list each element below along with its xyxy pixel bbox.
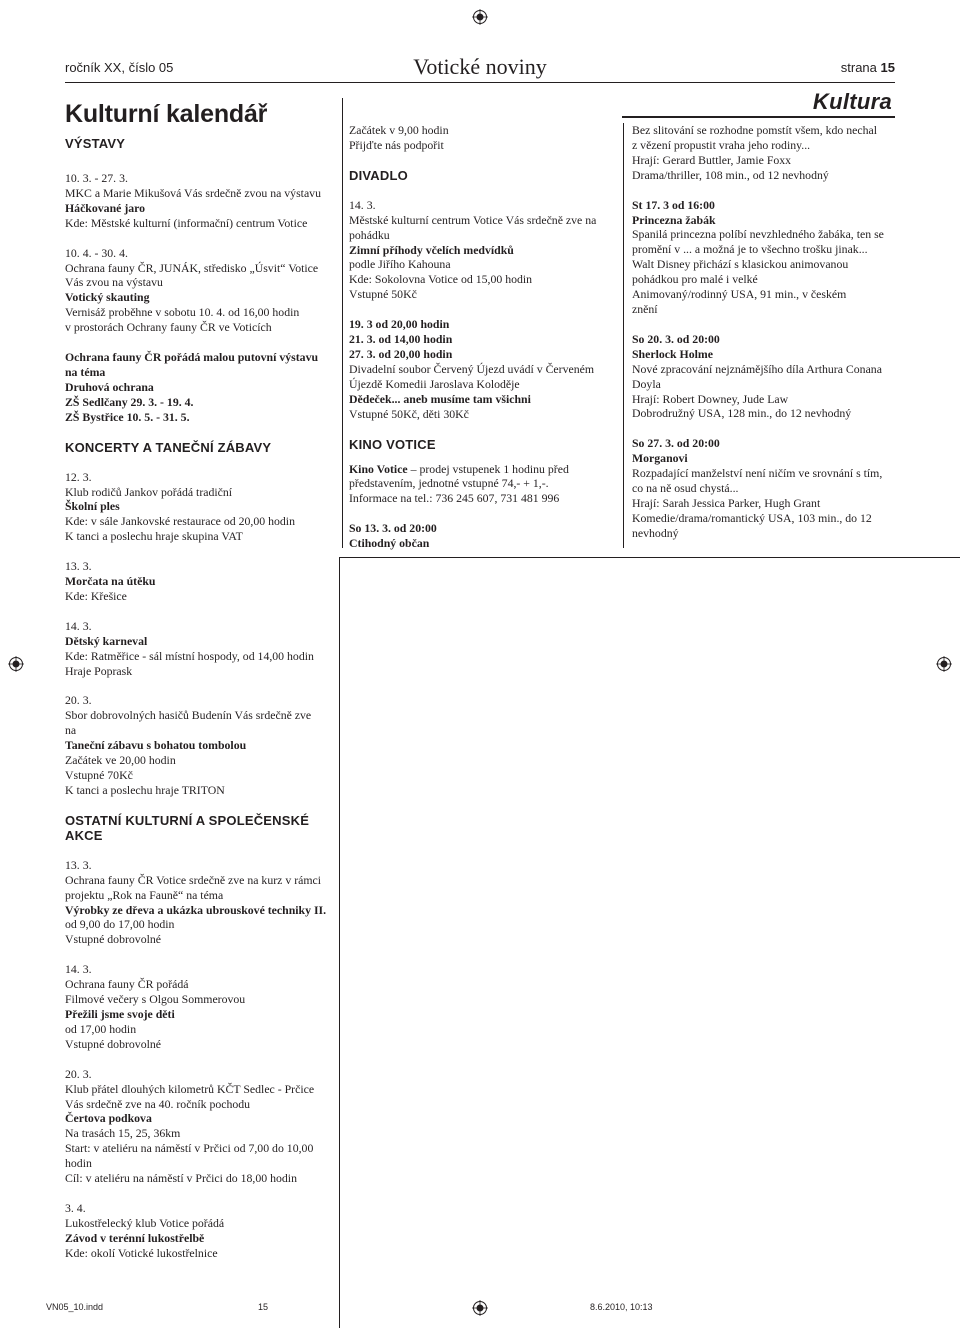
spacer xyxy=(65,604,337,619)
event-title: Druhová ochrana xyxy=(65,379,154,394)
text-line: projektu „Rok na Fauně“ na téma xyxy=(65,887,224,902)
event-title: Princezna žabák xyxy=(632,212,716,227)
text-line: Vstupné dobrovolné xyxy=(65,1036,161,1051)
text-line: Nové zpracování nejznámějšího díla Arthura Conana xyxy=(632,361,882,376)
issue-number: ročník XX, číslo 05 xyxy=(65,60,174,75)
column-middle xyxy=(349,123,617,551)
text-line: Přijďte nás podpořit xyxy=(349,137,444,152)
text-line: Újezdě Komedii Jaroslava Koloděje xyxy=(349,376,520,391)
section-heading: VÝSTAVY xyxy=(65,136,126,151)
text-line: Vás zvou na výstavu xyxy=(65,275,163,290)
text-line: co na ně osud chystá... xyxy=(632,481,739,496)
event-title: Votický skauting xyxy=(65,290,150,305)
text-line: Rozpadající manželství není ničím ve srovnání s tím, xyxy=(632,466,883,481)
event-title: 27. 3. od 20,00 hodin xyxy=(349,346,453,361)
text-line: z vězení propustit vraha jeho rodiny... xyxy=(632,137,811,152)
text-line: Dobrodružný USA, 128 min., do 12 nevhodný xyxy=(632,406,852,421)
spacer xyxy=(65,1052,337,1067)
text-line: Kde: Městské kulturní (informační) centrum Votice xyxy=(65,215,308,230)
section-heading: OSTATNÍ KULTURNÍ A SPOLEČENSKÉ xyxy=(65,812,310,828)
text-line: promění v ... a možná je to všechno trošku jinak... xyxy=(632,242,868,257)
event-title: Dědeček... aneb musíme tam všichni xyxy=(349,391,531,406)
event-title: Závod v terénní lukostřelbě xyxy=(65,1230,205,1245)
spacer xyxy=(65,843,337,858)
text-line: Klub rodičů Jankov pořádá tradiční xyxy=(65,484,233,499)
registration-mark-icon xyxy=(936,656,952,672)
text-line: K tanci a poslechu hraje TRITON xyxy=(65,782,225,797)
text-line: 20. 3. xyxy=(65,693,92,708)
spacer xyxy=(349,302,617,317)
spacer xyxy=(349,422,617,437)
column-right xyxy=(632,123,895,541)
spacer xyxy=(65,425,337,440)
text-line: 10. 3. - 27. 3. xyxy=(65,171,128,185)
page-number-value: 15 xyxy=(880,60,895,75)
text-line: Ochrana fauny ČR Votice srdečně zve na kurz v rámci xyxy=(65,872,322,887)
spacer xyxy=(349,506,617,521)
page-title: Kulturní kalendář xyxy=(65,100,268,128)
footer-page: 15 xyxy=(258,1302,269,1312)
text-line: K tanci a poslechu hraje skupina VAT xyxy=(65,529,243,544)
footer-datetime: 8.6.2010, 10:13 xyxy=(590,1302,653,1312)
column-divider xyxy=(342,98,343,548)
text-line: nevhodný xyxy=(632,525,679,540)
text-line: 14. 3. xyxy=(349,197,376,212)
text-line: od 9,00 do 17,00 hodin xyxy=(65,917,175,932)
spacer xyxy=(632,183,895,198)
text-line: Ochrana fauny ČR pořádá xyxy=(65,977,189,992)
text-line: Ochrana fauny ČR, JUNÁK, středisko „Úsvit“ Votice xyxy=(65,260,319,275)
text-line: Drama/thriller, 108 min., od 12 nevhodný xyxy=(632,167,829,182)
event-title: Školní ples xyxy=(65,499,120,514)
page-label: strana xyxy=(840,60,877,75)
text-line: znění xyxy=(632,301,658,316)
event-title: Morčata na útěku xyxy=(65,574,156,589)
bold-lead: Kino Votice xyxy=(349,461,408,476)
event-title: Ctihodný občan xyxy=(349,536,430,551)
section-heading: KINO VOTICE xyxy=(349,436,436,452)
text-line: Začátek ve 20,00 hodin xyxy=(65,753,176,768)
text-line: Kde: v sále Jankovské restaurace od 20,00 hodin xyxy=(65,514,295,529)
event-title: na téma xyxy=(65,364,106,379)
event-title: So 27. 3. od 20:00 xyxy=(632,436,720,451)
page-number xyxy=(841,60,895,75)
text-line: Spanilá princezna políbí nevzhledného žabáka, ten se xyxy=(632,227,884,242)
text-line: MKC a Marie Mikušová Vás srdečně zvou na výstavu xyxy=(65,185,321,200)
text-line: pohádkou pro malé i velké xyxy=(632,272,758,287)
text-line: 3. 4. xyxy=(65,1200,86,1215)
event-title: 19. 3 od 20,00 hodin xyxy=(349,317,450,332)
event-title: Přežili jsme svoje děti xyxy=(65,1006,175,1021)
spacer xyxy=(65,544,337,559)
text-line: 12. 3. xyxy=(65,469,92,484)
text-rest: – prodej vstupenek 1 hodinu před xyxy=(407,461,569,476)
section-label: Kultura xyxy=(812,89,892,114)
text-line: Vstupné 50Kč, děti 30Kč xyxy=(349,406,469,421)
spacer xyxy=(65,335,337,350)
event-title: 21. 3. od 14,00 hodin xyxy=(349,332,453,347)
spacer xyxy=(65,231,337,246)
event-title: Výrobky ze dřeva a ukázka ubrouskové techniky II. xyxy=(65,902,327,917)
text-line: Vstupné dobrovolné xyxy=(65,932,161,947)
text-line: 14. 3. xyxy=(65,962,92,977)
column-divider xyxy=(623,123,624,548)
text-line: Na trasách 15, 25, 36km xyxy=(65,1126,181,1141)
text-line: Hraje Poprask xyxy=(65,663,133,678)
text-line: Cíl: v ateliéru na náměstí v Prčici do 18,00 hodin xyxy=(65,1171,297,1186)
event-title: Taneční zábavu s bohatou tombolou xyxy=(65,738,247,753)
spacer xyxy=(632,421,895,436)
event-title: Čertova podkova xyxy=(65,1111,152,1126)
text-line: Klub přátel dlouhých kilometrů KČT Sedlec - Prčice xyxy=(65,1081,315,1096)
text-line: 14. 3. xyxy=(65,618,92,633)
event-title: Ochrana fauny ČR pořádá malou putovní výstavu xyxy=(65,350,319,365)
text-line: na xyxy=(65,723,77,738)
text-line: Bez slitování se rozhodne pomstít všem, kdo nechal xyxy=(632,123,878,137)
text-line: Lukostřelecký klub Votice pořádá xyxy=(65,1215,225,1230)
text-line: pohádku xyxy=(349,227,390,242)
section-rule xyxy=(622,116,895,118)
text-line xyxy=(349,462,617,477)
text-line: v prostorách Ochrany fauny ČR ve Voticích xyxy=(65,320,272,335)
footer-filename: VN05_10.indd xyxy=(46,1302,104,1312)
spacer xyxy=(65,1186,337,1201)
text-line: Hrají: Gerard Buttler, Jamie Foxx xyxy=(632,152,792,167)
spacer xyxy=(65,455,337,470)
text-line: Kde: Ratměřice - sál místní hospody, od 14,00 hodin xyxy=(65,648,314,663)
spacer xyxy=(349,452,617,462)
event-title: Zimní příhody včelích medvídků xyxy=(349,242,514,257)
text-line: Vstupné 50Kč xyxy=(349,287,417,302)
registration-mark-icon xyxy=(472,9,488,25)
header-rule xyxy=(65,82,895,83)
section-heading: KONCERTY A TANEČNÍ ZÁBAVY xyxy=(65,439,272,455)
text-line: 20. 3. xyxy=(65,1066,92,1081)
text-line: Kde: Sokolovna Votice od 15,00 hodin xyxy=(349,272,533,287)
text-line: představením, jednotné vstupné 74,- + 1,-. xyxy=(349,476,549,491)
event-title: So 20. 3. od 20:00 xyxy=(632,331,720,346)
event-title: ZŠ Sedlčany 29. 3. - 19. 4. xyxy=(65,394,194,409)
text-line: Vás srdečně zve na 40. ročník pochodu xyxy=(65,1096,251,1111)
text-line: Začátek v 9,00 hodin xyxy=(349,123,449,137)
text-line: Hrají: Robert Downey, Jude Law xyxy=(632,391,789,406)
event-title: Dětský karneval xyxy=(65,633,148,648)
text-line: 10. 4. - 30. 4. xyxy=(65,245,128,260)
spacer xyxy=(65,678,337,693)
event-title: ZŠ Bystřice 10. 5. - 31. 5. xyxy=(65,409,190,424)
text-line: Doyla xyxy=(632,376,661,391)
text-line: Divadelní soubor Červený Újezd uvádí v Červeném xyxy=(349,361,595,376)
section-heading: DIVADLO xyxy=(349,167,408,183)
text-line: Filmové večery s Olgou Sommerovou xyxy=(65,992,246,1007)
text-line: od 17,00 hodin xyxy=(65,1021,137,1036)
text-line: Walt Disney přichází s klasickou animovanou xyxy=(632,257,849,272)
text-line: Hrají: Sarah Jessica Parker, Hugh Grant xyxy=(632,495,821,510)
text-line: Animovaný/rodinný USA, 91 min., v českém xyxy=(632,287,847,302)
text-line: Komedie/drama/romantický USA, 103 min., do 12 xyxy=(632,510,872,525)
text-line: Kde: okolí Votické lukostřelnice xyxy=(65,1245,218,1260)
spacer xyxy=(349,153,617,168)
text-line: 13. 3. xyxy=(65,559,92,574)
advertisement-box xyxy=(339,557,960,1328)
text-line: Městské kulturní centrum Votice Vás srdečně zve na xyxy=(349,212,597,227)
text-line: Vstupné 70Kč xyxy=(65,768,133,782)
spacer xyxy=(65,151,337,171)
text-line: 13. 3. xyxy=(65,857,92,872)
text-line: hodin xyxy=(65,1156,92,1171)
event-title: So 13. 3. od 20:00 xyxy=(349,521,437,536)
column-left xyxy=(65,136,337,1261)
text-line: Kde: Křešice xyxy=(65,588,127,603)
text-line: Start: v ateliéru na náměstí v Prčici od 7,00 do 10,00 xyxy=(65,1141,314,1156)
event-title: St 17. 3 od 16:00 xyxy=(632,197,715,212)
text-line: Sbor dobrovolných hasičů Budenín Vás srdečně zve xyxy=(65,708,312,723)
spacer xyxy=(632,317,895,332)
newspaper-title: Votické noviny xyxy=(413,54,547,79)
spacer xyxy=(349,183,617,198)
registration-mark-icon xyxy=(472,1300,488,1316)
event-title: Sherlock Holme xyxy=(632,346,713,361)
event-title: Háčkované jaro xyxy=(65,200,146,215)
event-title: Morganovi xyxy=(632,451,688,466)
text-line: Vernisáž proběhne v sobotu 10. 4. od 16,00 hodin xyxy=(65,305,300,320)
registration-mark-icon xyxy=(8,656,24,672)
text-line: podle Jiřího Kahouna xyxy=(349,257,451,272)
spacer xyxy=(65,947,337,962)
text-line: Informace na tel.: 736 245 607, 731 481 996 xyxy=(349,491,560,506)
section-heading: AKCE xyxy=(65,827,103,843)
spacer xyxy=(65,798,337,813)
